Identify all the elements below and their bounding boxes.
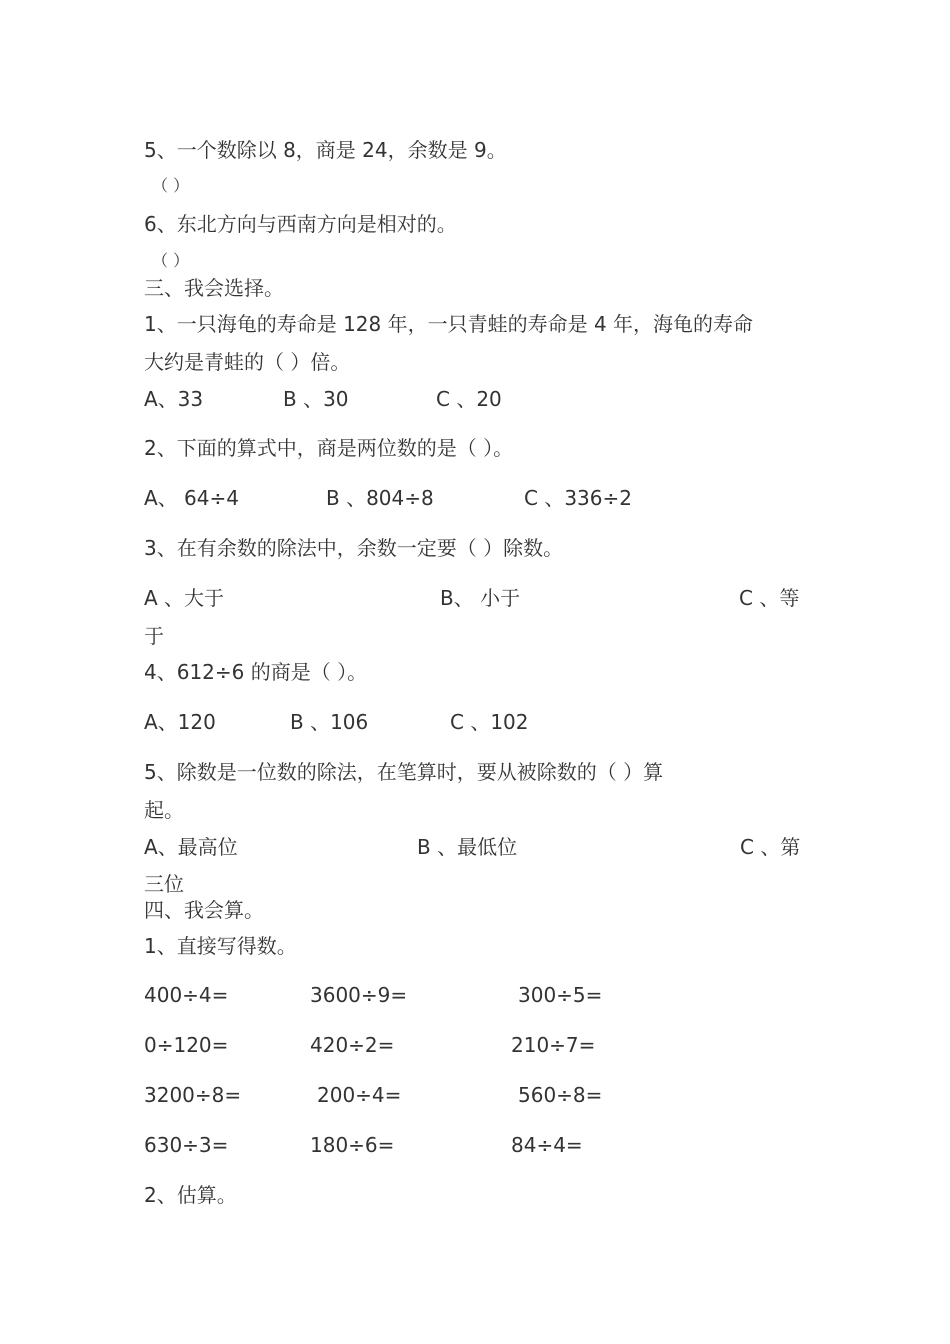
calc-item-r1c3: 300÷5=	[518, 983, 603, 1007]
calc-item-r3c1: 3200÷8=	[144, 1083, 242, 1107]
section-4-title: 四、我会算。	[144, 898, 264, 922]
choice-3-option-a: A 、大于	[144, 586, 225, 610]
calc-item-r2c2: 420÷2=	[310, 1033, 395, 1057]
calc-2-title: 2、估算。	[144, 1183, 237, 1207]
choice-4-question: 4、612÷6 的商是（ ）。	[144, 660, 368, 684]
judge-item-6: 6、东北方向与西南方向是相对的。	[144, 212, 457, 236]
choice-3-option-b: B、 小于	[440, 586, 521, 610]
choice-5-option-c-wrap: 三位	[144, 872, 184, 896]
choice-3-question: 3、在有余数的除法中，余数一定要（ ）除数。	[144, 536, 564, 560]
choice-2-question: 2、下面的算式中，商是两位数的是（ ）。	[144, 436, 514, 460]
choice-4-option-a: A、120	[144, 710, 216, 734]
calc-item-r4c1: 630÷3=	[144, 1133, 229, 1157]
choice-5-question-line1: 5、除数是一位数的除法，在笔算时，要从被除数的（ ）算	[144, 760, 664, 784]
calc-item-r3c3: 560÷8=	[518, 1083, 603, 1107]
choice-1-question-line1: 1、一只海龟的寿命是 128 年，一只青蛙的寿命是 4 年，海龟的寿命	[144, 312, 754, 336]
judge-item-5-answer-paren: （ ）	[152, 176, 190, 195]
choice-5-option-a: A、最高位	[144, 835, 238, 859]
calc-item-r2c3: 210÷7=	[511, 1033, 596, 1057]
choice-1-option-c: C 、20	[436, 387, 502, 411]
choice-1-question-line2: 大约是青蛙的（ ）倍。	[144, 350, 351, 374]
judge-item-6-answer-paren: （ ）	[152, 251, 190, 270]
calc-item-r4c2: 180÷6=	[310, 1133, 395, 1157]
calc-1-title: 1、直接写得数。	[144, 934, 297, 958]
judge-item-5: 5、一个数除以 8，商是 24，余数是 9。	[144, 138, 507, 162]
choice-1-option-a: A、33	[144, 387, 204, 411]
choice-5-question-line2: 起。	[144, 798, 184, 822]
calc-item-r1c1: 400÷4=	[144, 983, 229, 1007]
choice-2-option-c: C 、336÷2	[524, 486, 632, 510]
calc-item-r2c1: 0÷120=	[144, 1033, 229, 1057]
choice-4-option-c: C 、102	[450, 710, 529, 734]
calc-item-r1c2: 3600÷9=	[310, 983, 408, 1007]
choice-5-option-b: B 、最低位	[417, 835, 518, 859]
section-3-title: 三、我会选择。	[144, 276, 284, 300]
choice-3-option-c: C 、等	[739, 586, 800, 610]
calc-item-r4c3: 84÷4=	[511, 1133, 583, 1157]
choice-2-option-a: A、 64÷4	[144, 486, 239, 510]
choice-4-option-b: B 、106	[290, 710, 369, 734]
choice-5-option-c: C 、第	[740, 835, 801, 859]
calc-item-r3c2: 200÷4=	[317, 1083, 402, 1107]
choice-2-option-b: B 、804÷8	[326, 486, 434, 510]
choice-3-option-c-wrap: 于	[144, 624, 164, 648]
choice-1-option-b: B 、30	[283, 387, 349, 411]
